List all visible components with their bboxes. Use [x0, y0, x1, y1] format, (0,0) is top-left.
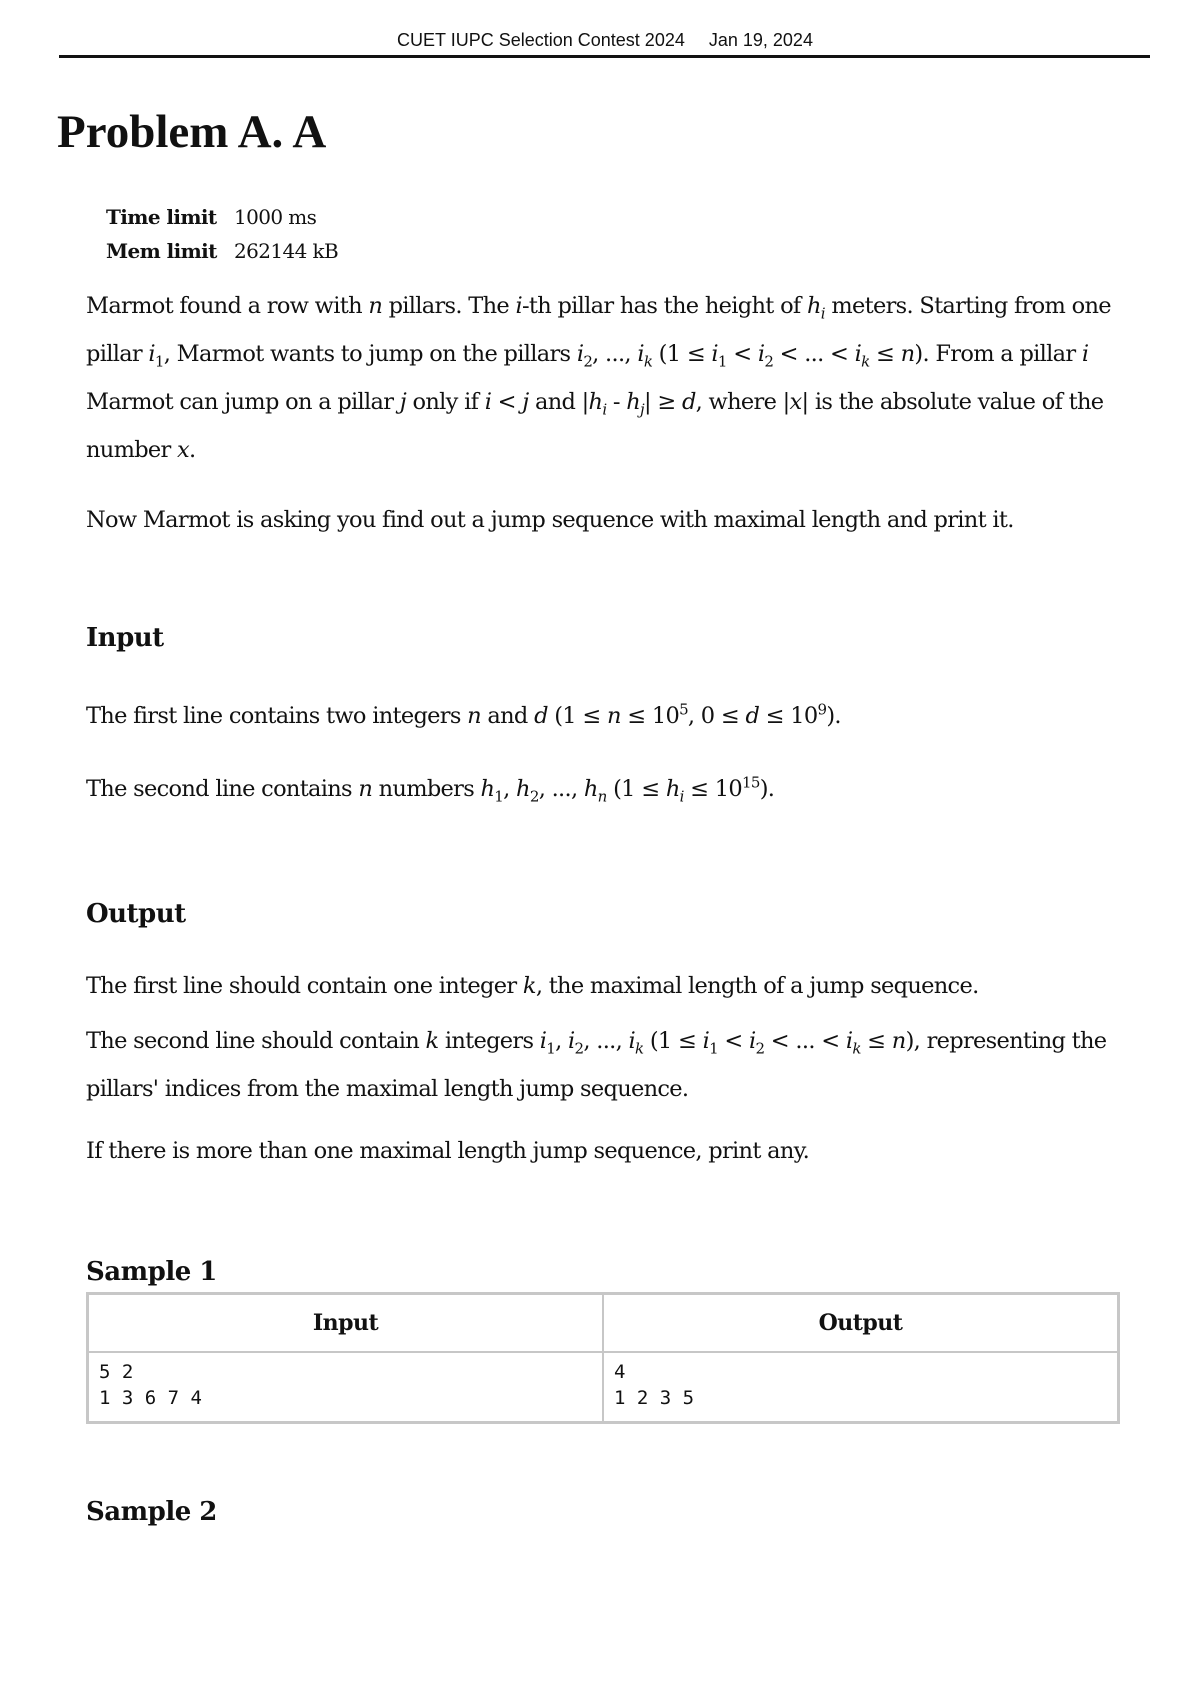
limits-block: [106, 200, 338, 268]
sample-1-input-cell: [88, 1352, 604, 1423]
mem-limit-value: 262144 kB: [234, 239, 339, 263]
sample-1-output-cell: [603, 1352, 1119, 1423]
input-heading: Input: [86, 623, 164, 653]
input-paragraph-1: The first line contains two integers n and d ($1 \le n \le 10^5$, $0 \le d \le 10^9$).: [86, 700, 841, 729]
problem-title: Problem A. A: [57, 106, 327, 158]
sample-1-input-line: 1 3 6 7 4: [99, 1387, 202, 1409]
time-limit-row: [106, 200, 338, 234]
sample-1-data-row: [88, 1352, 1119, 1423]
contest-name: CUET IUPC Selection Contest 2024: [397, 30, 685, 50]
mem-limit-label: Mem limit: [106, 239, 217, 263]
output-heading: Output: [86, 899, 186, 929]
sample-1-output-line: 1 2 3 5: [614, 1387, 695, 1409]
sample-2-heading: Sample 2: [86, 1497, 217, 1527]
time-limit-value: 1000 ms: [234, 205, 317, 229]
contest-date: Jan 19, 2024: [708, 30, 813, 50]
sample-1-header-row: [88, 1294, 1119, 1353]
output-paragraph-2: The second line should contain k integers $i_1$, $i_2$, ..., $i_k$ ($1 \le i_1 < i_2$ < ... < $i_k \le n$), representing the pillars' indices from the maximal length jump sequence.: [86, 1028, 1107, 1102]
sample-1-heading: Sample 1: [86, 1257, 217, 1287]
statement-paragraph-1: Marmot found a row with n pillars. The i-th pillar has the height of $h_i$ meters. Starting from one pillar $i_1$, Marmot wants to jump on the pillars $i_2$, ..., $i_k$ ($1 \le i_1 < i_2$ < ... < $i_k \le n$). From a pillar i Marmot can jump on a pillar j only if i < j and $|h_i - h_j| \ge d$, where |x| is the absolute value of the number x.: [86, 293, 1111, 463]
input-paragraph-2: The second line contains n numbers $h_1$, $h_2$, ..., $h_n$ $(1 \le h_i \le 10^{15})$.: [86, 773, 775, 806]
page-header: [60, 30, 1150, 51]
time-limit-label: Time limit: [106, 205, 217, 229]
statement-paragraph-2: Now Marmot is asking you find out a jump sequence with maximal length and print it.: [86, 507, 1014, 533]
output-paragraph-1: The first line should contain one integer k, the maximal length of a jump sequence.: [86, 973, 979, 999]
output-paragraph-3: If there is more than one maximal length jump sequence, print any.: [86, 1138, 810, 1164]
sample-1-output-header: Output: [603, 1294, 1119, 1353]
header-rule: [59, 55, 1150, 58]
sample-1-output-line: 4: [614, 1361, 626, 1383]
sample-1-input-line: 5 2: [99, 1361, 134, 1383]
sample-1-input-header: Input: [88, 1294, 604, 1353]
mem-limit-row: [106, 234, 338, 268]
sample-1-table: [86, 1292, 1120, 1424]
